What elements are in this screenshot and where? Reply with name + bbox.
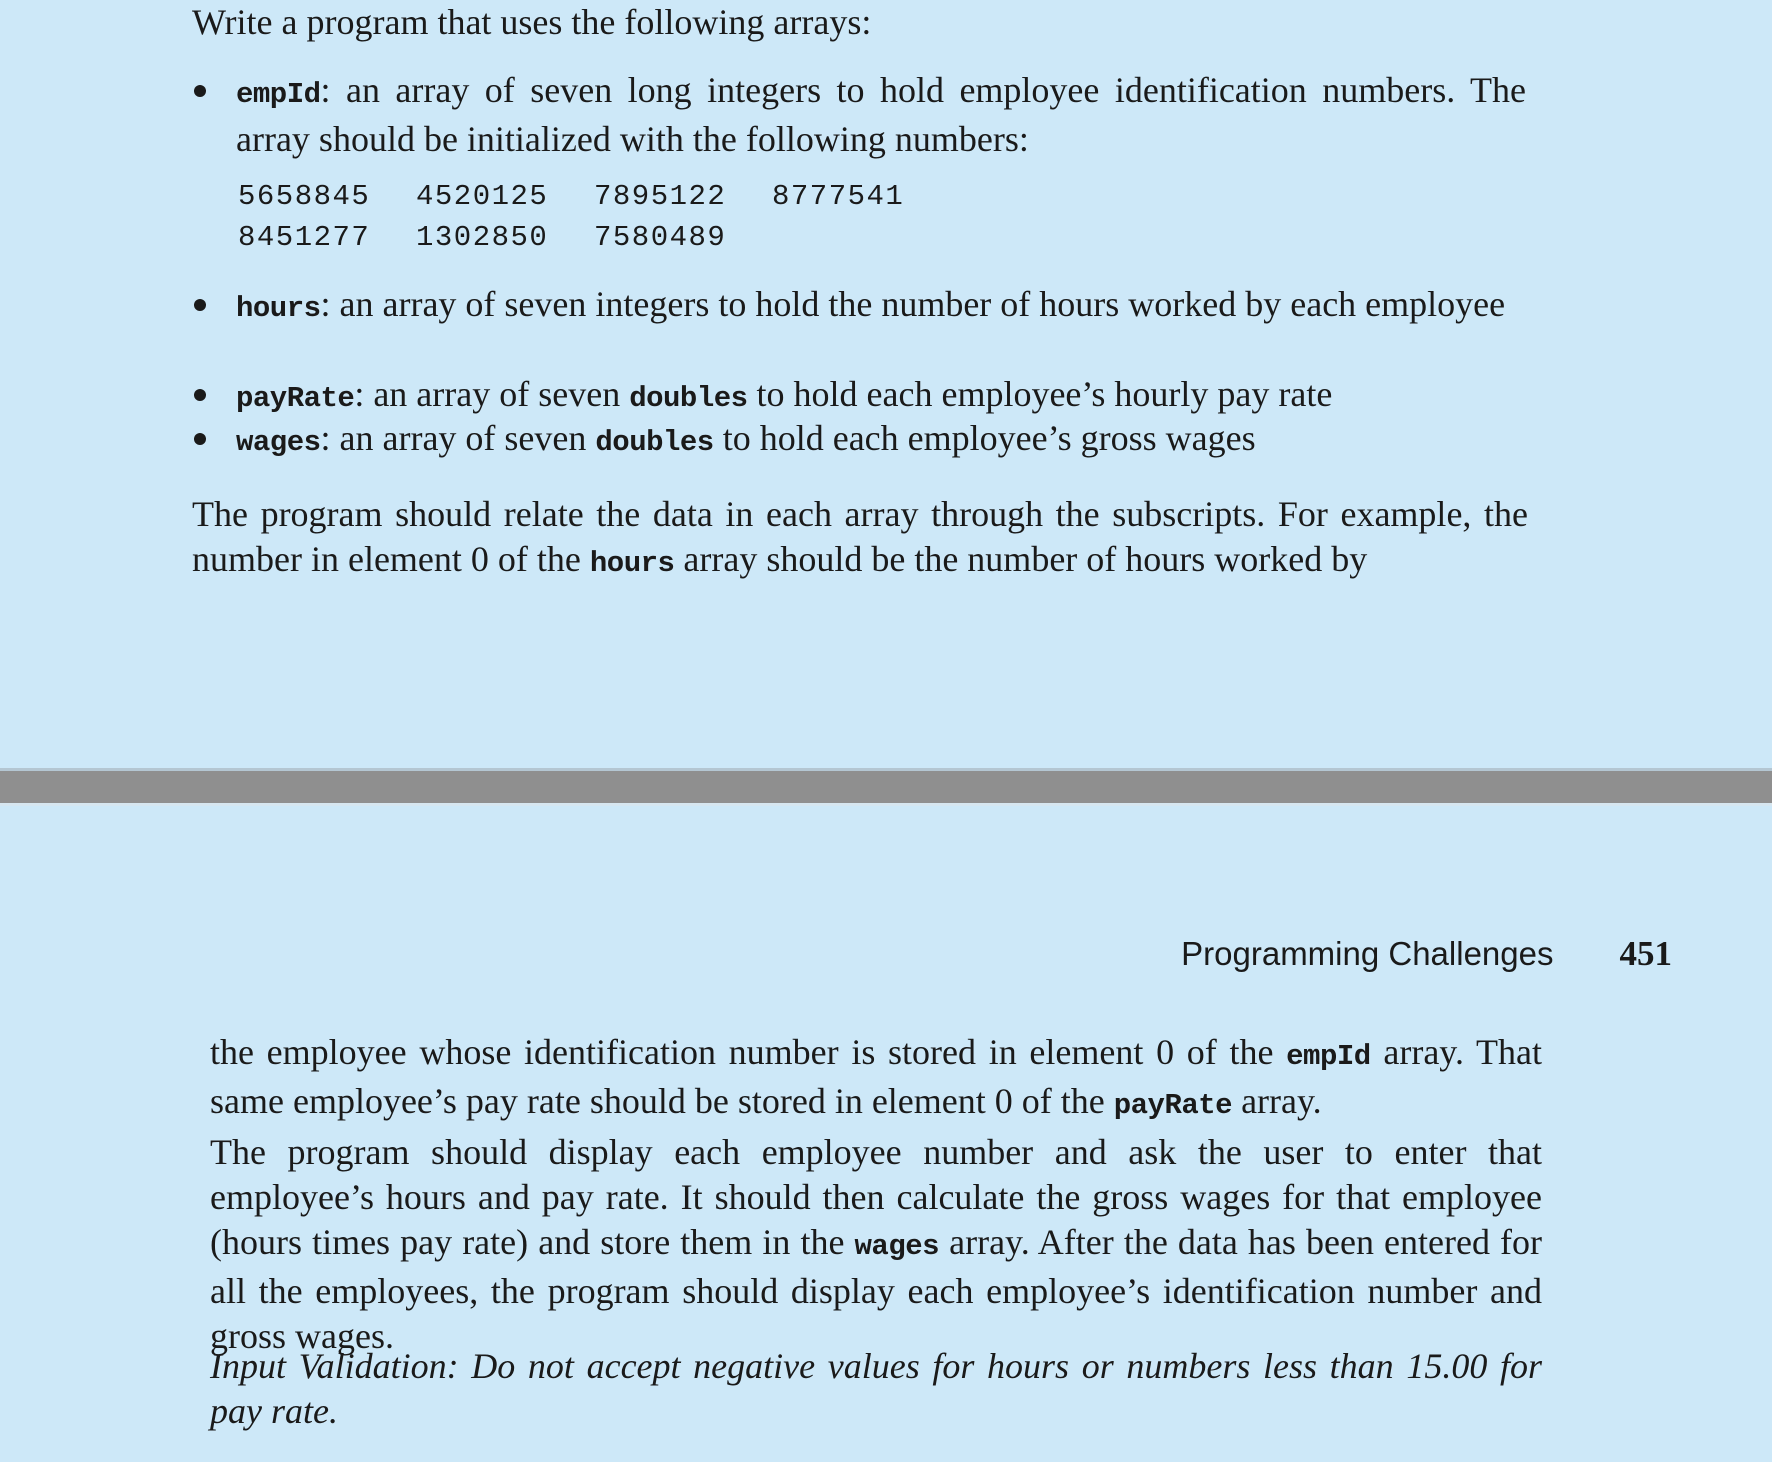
emp-id-row [238, 176, 950, 217]
emp-id: 7895122 [594, 180, 727, 213]
bullet-hours-text: : an array of seven integers to hold the number of hours worked by each employee [320, 284, 1506, 324]
bullet-hours [236, 282, 1526, 331]
bullet-dot [190, 372, 224, 417]
code-empid: empId [236, 78, 321, 111]
emp-id: 4520125 [416, 180, 549, 213]
emp-id: 8777541 [772, 180, 905, 213]
emp-id: 7580489 [594, 221, 727, 254]
continuation-text: the employee whose identification number is stored in element 0 of the [210, 1032, 1287, 1072]
header-title: Programming Challenges [1181, 935, 1554, 972]
bullet-dot [190, 282, 224, 327]
emp-id-list [238, 176, 950, 258]
emp-id: 1302850 [416, 221, 549, 254]
code-hours: hours [236, 292, 321, 325]
input-validation: Input Validation: Do not accept negative values for hours or numbers less than 15.00 for pay rate. [210, 1346, 1542, 1431]
display-text-end: array. After the data has been entered for all the employees, the program should display each employee’s identification number and gross wages. [210, 1222, 1542, 1356]
bullet-empid [236, 68, 1526, 162]
continuation-paragraph [210, 1030, 1542, 1128]
bullet-payrate-text: : an array of seven [354, 374, 630, 414]
page-divider [0, 768, 1772, 806]
code-doubles: doubles [595, 426, 714, 459]
bullet-empid-text: : an array of seven long integers to hold employee identification numbers. The array should be initialized with the following numbers: [236, 70, 1526, 159]
relate-paragraph [192, 492, 1528, 586]
code-payrate: payRate [1113, 1089, 1233, 1122]
continuation-text-2: array. That same employee’s pay rate should be stored in element 0 of the [210, 1032, 1542, 1121]
code-hours: hours [589, 547, 675, 580]
display-text: The program should display each employee number and ask the user to enter that employee’s hours and pay rate. It should then calculate the gross wages for that employee (hours times pay rate) and store them in the [210, 1132, 1542, 1262]
running-header [1181, 934, 1672, 974]
bullet-payrate-text-end: to hold each employee’s hourly pay rate [747, 374, 1333, 414]
bullet-dot [190, 416, 224, 461]
code-doubles: doubles [629, 382, 748, 415]
emp-id-row [238, 217, 950, 258]
code-empid: empId [1286, 1040, 1371, 1073]
display-paragraph [210, 1130, 1542, 1359]
code-payrate: payRate [236, 382, 355, 415]
page-number: 451 [1619, 934, 1672, 973]
intro-paragraph: Write a program that uses the following arrays: [192, 2, 872, 42]
code-wages: wages [854, 1230, 940, 1263]
bottom-page [0, 806, 1772, 1462]
bullet-wages-text-end: to hold each employee’s gross wages [713, 418, 1256, 458]
bullet-dot [190, 68, 224, 113]
bullet-payrate [236, 372, 1526, 421]
bullet-wages-text: : an array of seven [320, 418, 596, 458]
emp-id: 5658845 [238, 180, 371, 213]
continuation-text-3: array. [1232, 1081, 1322, 1121]
bullet-wages [236, 416, 1526, 465]
relate-text-end: array should be the number of hours worked by [674, 539, 1368, 579]
code-wages: wages [236, 426, 321, 459]
emp-id: 8451277 [238, 221, 371, 254]
relate-text: The program should relate the data in each array through the subscripts. For example, the number in element 0 of the [192, 494, 1528, 579]
